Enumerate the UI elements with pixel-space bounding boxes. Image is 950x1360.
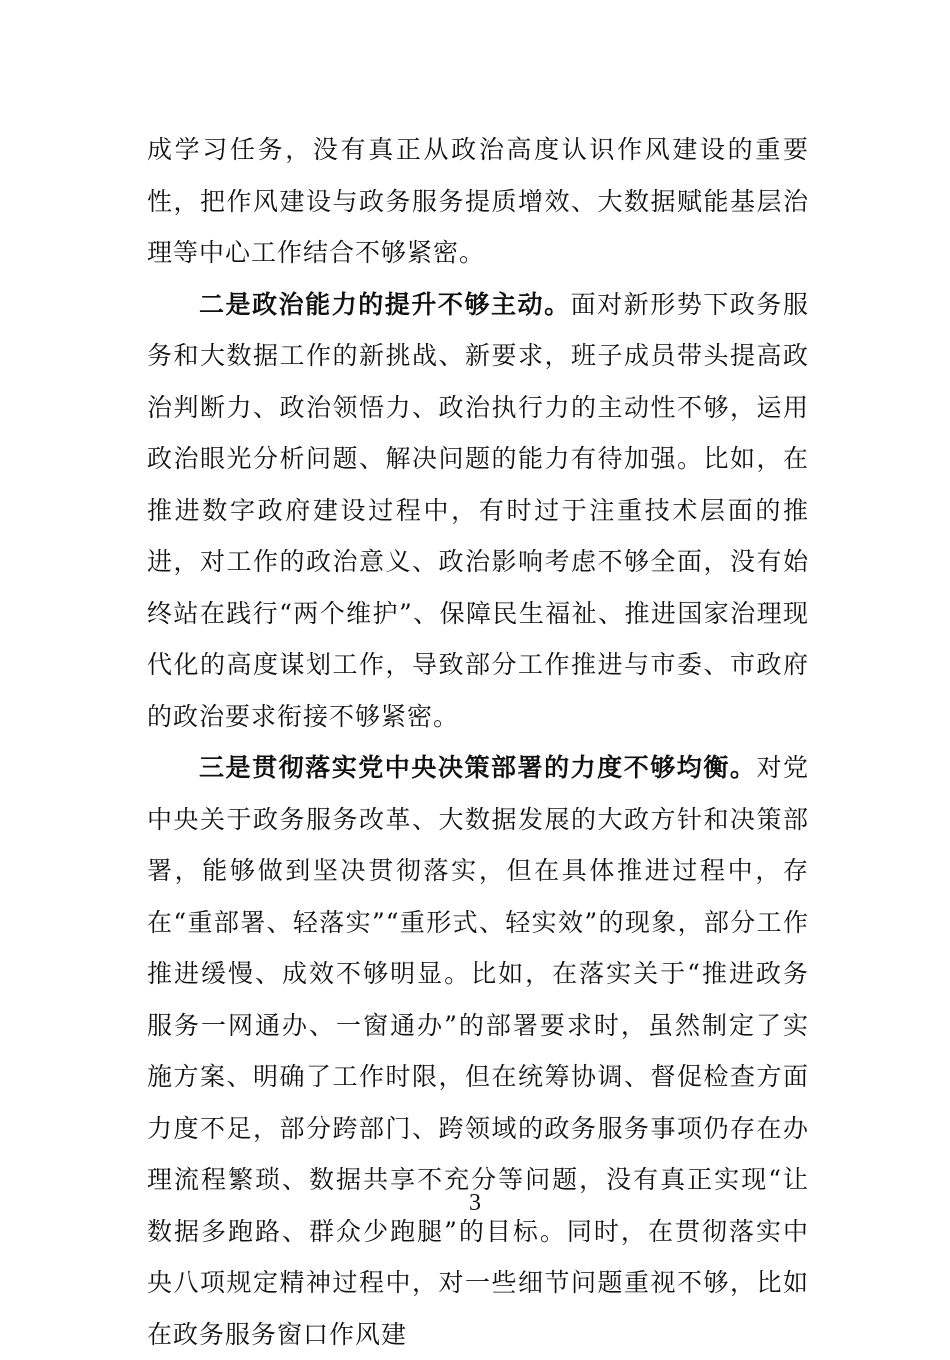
paragraph-three (147, 742, 809, 1360)
paragraph-three-lead: 三是贯彻落实党中央决策部署的力度不够均衡。 (199, 753, 757, 782)
body-text (147, 124, 809, 1360)
paragraph-continued: 成学习任务，没有真正从政治高度认识作风建设的重要性，把作风建设与政务服务提质增效、大数据赋能基层治理等中心工作结合不够紧密。 (147, 135, 809, 267)
paragraph-two-body: 面对新形势下政务服务和大数据工作的新挑战、新要求，班子成员带头提高政治判断力、政治领悟力、政治执行力的主动性不够，运用政治眼光分析问题、解决问题的能力有待加强。比如，在推进数字政府建设过程中，有时过于注重技术层面的推进，对工作的政治意义、政治影响考虑不够全面，没有始终站在践行“两个维护”、保障民生福祉、推进国家治理现代化的高度谋划工作，导致部分工作推进与市委、市政府的政治要求衔接不够紧密。 (147, 289, 809, 731)
paragraph-two-lead: 二是政治能力的提升不够主动。 (199, 289, 571, 319)
paragraph-two (147, 279, 809, 743)
paragraph-three-body: 对党中央关于政务服务改革、大数据发展的大政方针和决策部署，能够做到坚决贯彻落实，但在具体推进过程中，存在“重部署、轻落实”“重形式、轻实效”的现象，部分工作推进缓慢、成效不够明显。比如，在落实关于“推进政务服务一网通办、一窗通办”的部署要求时，虽然制定了实施方案、明确了工作时限，但在统筹协调、督促检查方面力度不足，部分跨部门、跨领域的政务服务事项仍存在办理流程繁琐、数据共享不充分等问题，没有真正实现“让数据多跑路、群众少跑腿”的目标。同时，在贯彻落实中央八项规定精神过程中，对一些细节问题重视不够，比如在政务服务窗口作风建 (147, 753, 809, 1349)
page-number: 3 (469, 1190, 481, 1216)
